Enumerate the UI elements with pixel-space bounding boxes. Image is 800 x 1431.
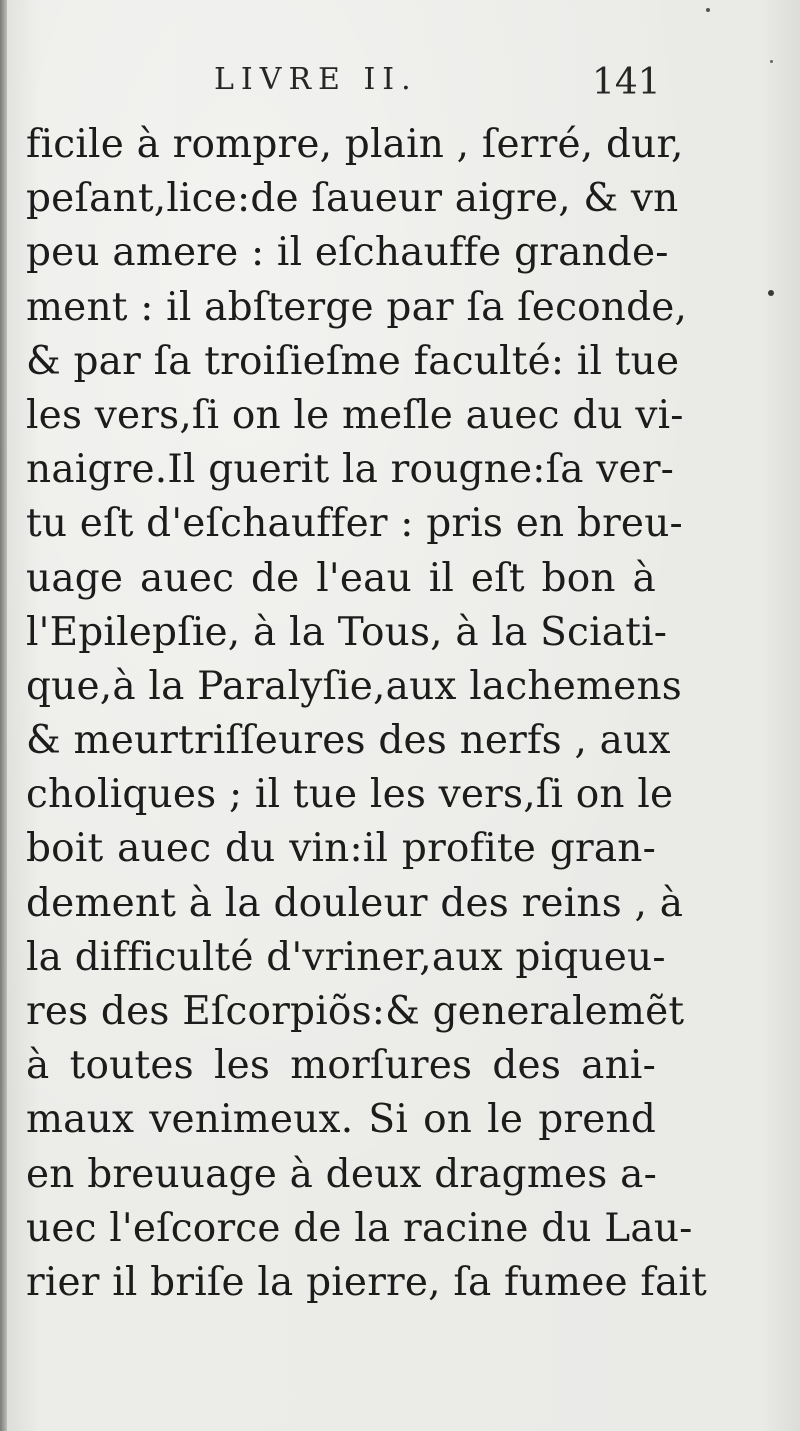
text-line: uage auec de l'eau il eſt bon à bbox=[26, 555, 656, 601]
page-spine-edge bbox=[0, 0, 7, 1431]
text-line: peſant,lice:de ſaueur aigre, & vn bbox=[26, 176, 679, 222]
text-line: choliques ; il tue les vers,ſi on le bbox=[26, 772, 674, 818]
ink-speck bbox=[768, 290, 774, 296]
text-line: naigre.Il guerit la rougne:ſa ver- bbox=[26, 447, 675, 493]
text-line: peu amere : il eſchauffe grande- bbox=[26, 230, 669, 276]
running-title: LIVRE II. bbox=[214, 62, 418, 97]
text-line: que,à la Paralyſie,aux lachemens bbox=[26, 663, 682, 709]
text-line: en breuuage à deux dragmes a- bbox=[26, 1151, 657, 1197]
text-line: maux venimeux. Si on le prend bbox=[26, 1097, 656, 1143]
text-line: ficile à rompre, plain , ſerré, dur, bbox=[26, 122, 684, 167]
text-line: tu eſt d'eſchauffer : pris en breu- bbox=[26, 501, 683, 547]
ink-speck bbox=[706, 8, 710, 12]
text-line: rier il briſe la pierre, ſa fumee fait bbox=[26, 1259, 707, 1305]
running-header bbox=[0, 58, 800, 104]
text-line: ment : il abſterge par ſa ſeconde, bbox=[26, 284, 688, 330]
text-line: à toutes les morſures des ani- bbox=[26, 1043, 656, 1089]
text-line: la difficulté d'vriner,aux piqueu- bbox=[26, 934, 666, 980]
text-line: & meurtriſſeures des nerfs , aux bbox=[26, 718, 671, 764]
text-line: uec l'eſcorce de la racine du Lau- bbox=[26, 1205, 693, 1251]
text-line: boit auec du vin:il profite gran- bbox=[26, 826, 656, 872]
text-line: & par ſa troiſieſme faculté: il tue bbox=[26, 338, 680, 384]
text-line: dement à la douleur des reins , à bbox=[26, 880, 684, 926]
body-text bbox=[26, 118, 707, 1310]
page-number: 141 bbox=[592, 62, 661, 103]
text-line: les vers,ſi on le meſle auec du vi- bbox=[26, 392, 684, 438]
text-line: res des Eſcorpiõs:& generalemẽt bbox=[26, 989, 685, 1034]
ink-speck bbox=[770, 60, 773, 63]
text-line: l'Epilepſie, à la Tous, à la Sciati- bbox=[26, 609, 668, 655]
